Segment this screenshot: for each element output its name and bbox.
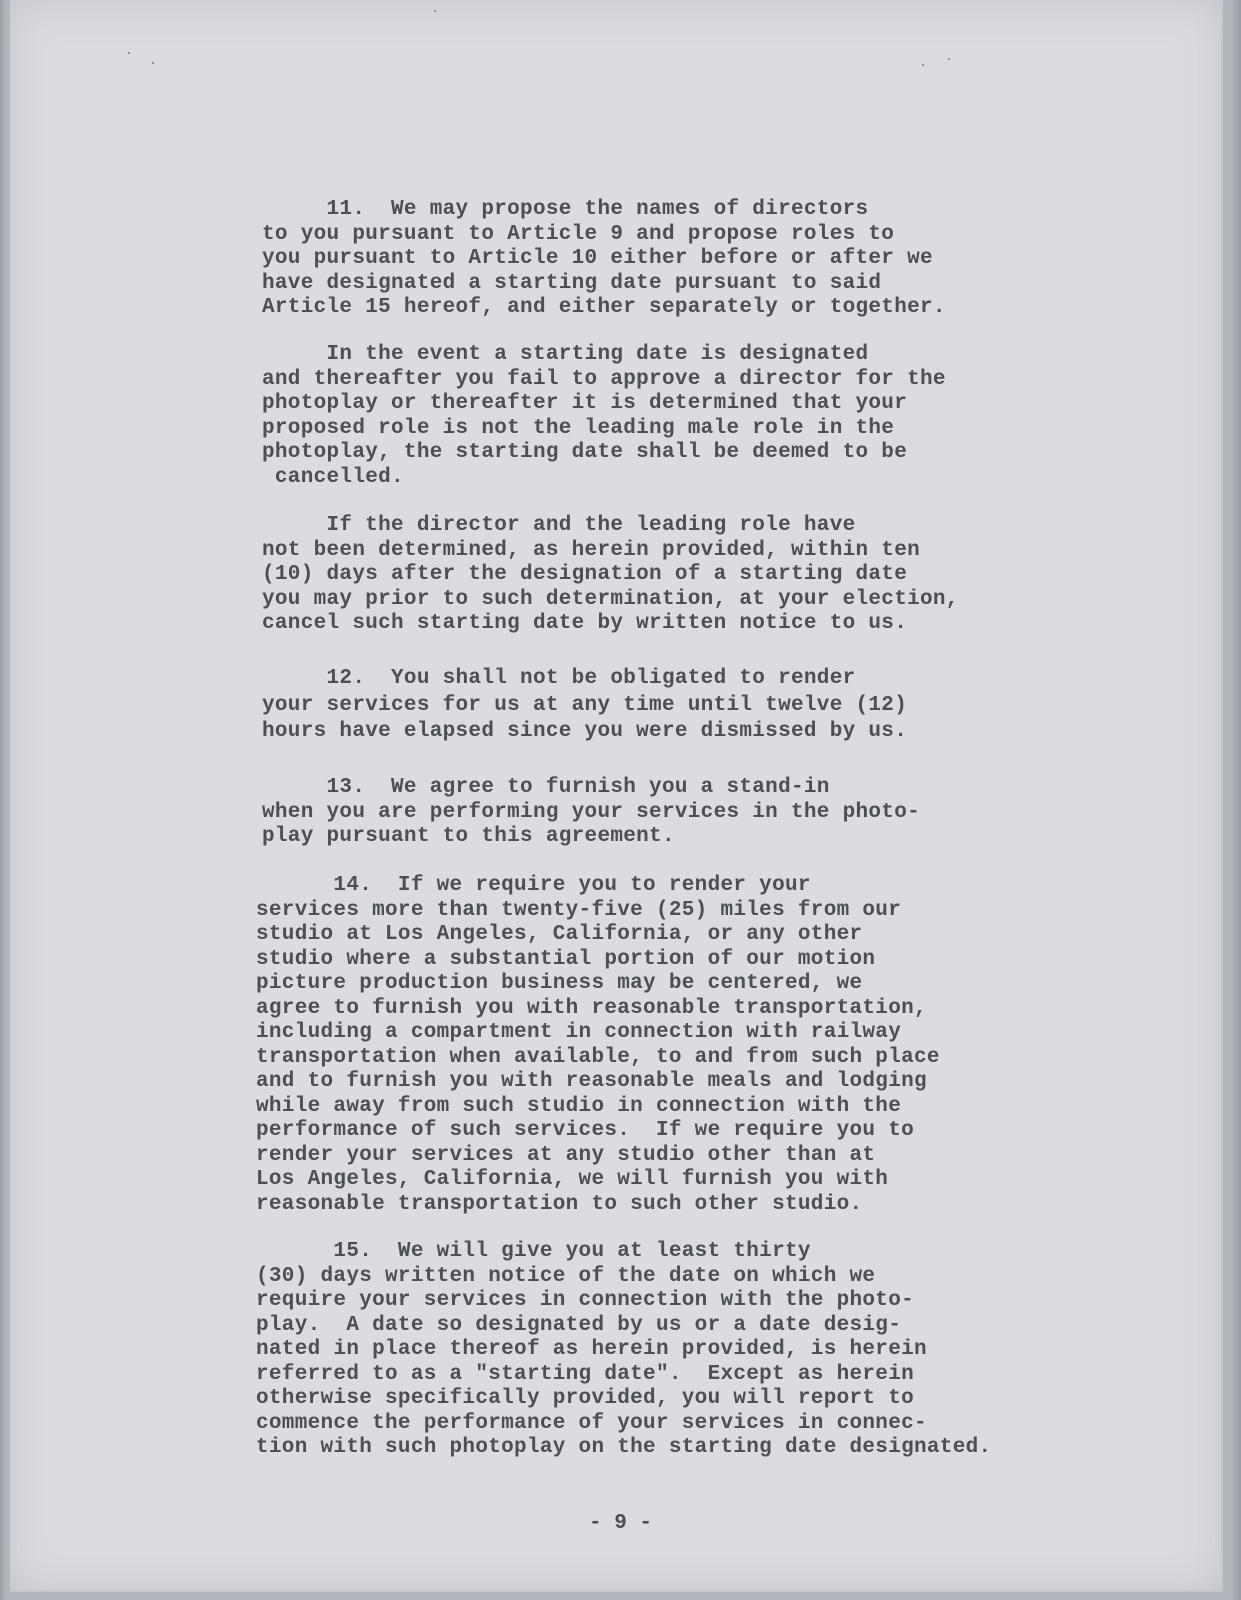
paragraph-13: 13. We agree to furnish you a stand-in when you are performing your services in the photo- play pursuant to this agreement. [262,776,921,848]
dust-speck [922,64,924,66]
paragraph-11-cancel-election: If the director and the leading role have not been determined, as herein provided, within ten (10) days after the designation of a starting date you may prior to such determination, at your election, cancel such starting date by written notice to us. [262,514,959,635]
dust-speck [948,58,950,60]
dust-speck [128,52,130,54]
dust-speck [434,10,436,12]
paragraph-14: 14. If we require you to render your services more than twenty-five (25) miles from our studio at Los Angeles, California, or any other studio where a substantial portion of our motion picture production business may be centered, we agree to furnish you with reasonable transportation, including a compartment in connection with railway transportation when available, to and from such place and to furnish you with reasonable meals and lodging while away from such studio in connection with the performance of such services. If we require you to render your services at any studio other than at Los Angeles, California, we will furnish you with reasonable transportation to such other studio. [256,874,940,1216]
paragraph-12: 12. You shall not be obligated to render your services for us at any time until twelve (12) hours have elapsed since you were dismissed by us. [262,667,908,743]
page-number: - 9 - [588,1512,652,1535]
dust-speck [152,62,154,64]
paragraph-15: 15. We will give you at least thirty (30) days written notice of the date on which we require your services in connection with the photo- play. A date so designated by us or a date desig- nated in place thereof as herein provided, is herein referred to as a "starting date". Except as herein otherwise specifically provided, you will report to commence the performance of your services in connec- tion with such photoplay on the starting date designated. [256,1240,992,1459]
paragraph-11-starting-date-cancelled: In the event a starting date is designated and thereafter you fail to approve a director for the photoplay or thereafter it is determined that your proposed role is not the leading male role in the photoplay, the starting date shall be deemed to be cancelled. [262,343,946,489]
paragraph-11: 11. We may propose the names of directors to you pursuant to Article 9 and propose roles to you pursuant to Article 10 either before or after we have designated a starting date pursuant to said Article 15 hereof, and either separately or together. [262,198,946,319]
